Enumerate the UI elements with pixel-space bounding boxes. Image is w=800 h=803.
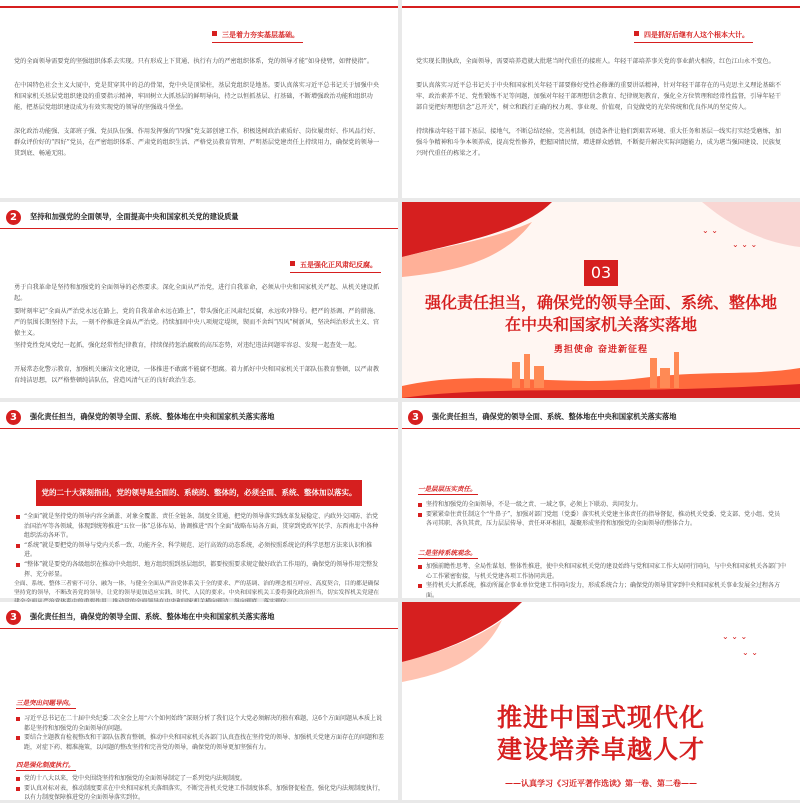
subsection-rule [16,708,76,709]
paragraph: 勇于自我革命是坚持和加强党的全面领导的必然要求。深化全面从严治党，进行自我革命，必须从中央和国家机关严起、从机关建设抓起。 [14,284,380,302]
bullet-list [416,562,786,600]
subsection-title: 三是突出问题导向。 [16,699,75,707]
slide-8 [402,602,800,800]
list-item: “系统”就是要把党的领导与党内关系一致、功能齐全、科学规范、运行高效的动态系统，必须按照系统论的科学思想方法来认识和推进。 [14,541,384,560]
slide-header [0,208,398,229]
slide-2 [402,0,800,198]
paragraph: 全面、系统、整体三者密不可分、融为一体，与健全全面从严治党体系关于全的要求、严的基调、治的理念相互呼应、高度契合，目的都是确保坚持党的领导，不断改善党的领导，让党的领导更加适应实践、时代、人民的要求。中央和国家机关工委将强化政治担当，切实发挥机关党建在 [14,581,380,596]
highlight-banner: 党的二十大深刻指出，党的领导是全面的、系统的、整体的，必须全面、系统、整体加以落实。 [36,480,362,506]
list-item: 加强前瞻性思考、全局性谋划、整体性推进，使中央和国家机关党的建设始终与党和国家工作大局同行同向，与中央和国家机关各部门中心工作紧密衔接，与机关党建各项工作协同共进。 [416,562,786,581]
section-motto: 勇担使命 奋进新征程 [553,345,649,355]
list-item: 习近平总书记在二十届中央纪委二次全会上用“六个如何始终”深刻分析了我们这个大党必须解决的独有难题，这6个方面问题从本质上说都是坚持和加强党的全面领导的问题。 [14,714,384,733]
dove-icon: ⌄ ⌄ ⌄ [722,632,748,641]
section-tag: 四是抓好后继有人这个根本大计。 [634,30,753,43]
list-item: 要紧紧牵住责任制这个“牛鼻子”，加强对部门党组（党委）落实机关党建主体责任的指导督促，推动机关党委、党支部、党小组、党员各司其职、各负其责，压力层层传导、责任环环相扣，凝聚形成坚持和加强党的全面领导的整体合力。 [416,510,786,529]
section-number: 03 [584,260,618,286]
top-rule [0,6,398,8]
top-rule [402,6,800,8]
slide-7 [0,602,398,800]
paragraph: 持续推动年轻干部下基层、接地气，不断总结经验，完善机制，创造条件让他们到艰苦环境、重大任务和基层一线实打实经受磨炼，加强斗争精神和斗争本领养成，提高党性修养，把握国情民情，增进群众感情，不断提升解决实际问题能力，成为堪当强国建设、民族复兴时代重任的栋梁之才。 [416,128,782,157]
paragraph: 在中国特色社会主义大厦中，党是贯穿其中的总的骨架，党中央是顶梁柱，基层党组织是地基。要认真落实习近平总书记关于加强中央和国家机关基层党组织建设的重要指示精神，牢固树立大抓基层的鲜明导向，持之以恒抓基层、打基础，不断增强政治功能和组织功能，把基层党组织建设成为有效实现党的领导的坚强战斗堡垒。 [14,82,380,111]
dove-icon: ⌄ ⌄ [702,226,718,235]
slide-title: 坚持和加强党的全面领导，全面提高中央和国家机关党的建设质量 [30,212,239,221]
list-item: 坚持机关大抓系统，推动所属企事业单位党建工作同向发力，形成系统合力；确保党的领导贯穿到中央和国家机关事业发展全过程各方面。 [416,581,786,600]
list-item: 党的十八大以来，党中央围绕坚持和加强党的全面领导制定了一系列党内法规制度。 [14,774,384,784]
subsection-title: 四是强化制度执行。 [16,761,75,769]
slide-3 [0,202,398,398]
subsection-title: 一是层层压实责任。 [418,485,477,493]
section-number: 2 [6,210,21,225]
slide-6 [402,402,800,598]
paragraph: 坚持党性党风党纪一起抓，强化经常性纪律教育，持续保持惩治腐败的高压态势，对违纪违法问题零容忍、发现一起查处一起。 [14,342,361,349]
dove-icon: ⌄ ⌄ ⌄ [732,240,758,249]
slide-header [402,408,800,429]
bullet-list [14,774,384,803]
cover-title-line: 推进中国式现代化 [496,703,705,732]
bullet-list [14,512,384,579]
cover-title-line: 建设培养卓越人才 [496,735,705,764]
slide-5 [0,402,398,598]
section-title: 强化责任担当，确保党的领导全面、系统、整体地在中央和国家机关落实落地 [424,293,777,334]
cover-title [412,702,790,766]
section-number: 3 [6,610,21,625]
list-item: 要认真对标对表，推动制度要求在中央和国家机关落细落实，不断完善机关党建工作制度体系，加强督促检查，强化党内法规制度执行，以有力制度保障推进党的全面领导落实到位。 [14,784,384,803]
slide-title: 强化责任担当，确保党的领导全面、系统、整体地在中央和国家机关落实落地 [432,412,677,421]
bullet-list [416,500,786,529]
paragraph: 要时刻牢记“全面从严治党永远在路上，党的自我革命永远在路上”，带头强化正风肃纪反腐，永远吹冲锋号。把严的基调、严的措施、严的氛围长期坚持下去，一刻不停推进全面从严治党。持续加固中央八项规定堤坝，锲而不舍纠“四风”树新风，坚决纠治形式主义、官僚主义。 [14,308,380,337]
section-tag: 三是着力夯实基层基础。 [212,30,303,43]
list-item: “全面”就是坚持党的领导内容全涵盖、对象全覆盖、责任全链条、制度全贯通，把党的领导落实到改革发展稳定、内政外交国防、治党治国治军等各领域，体现到统筹推进“五位一体”总体布局、协调推进“四个全面”战略布局各方面，贯穿到党政军民学、东西南北中各种组织活动各环节。 [14,512,384,541]
section-number: 3 [408,410,423,425]
paragraph: 党实现长期执政，全面领导，需要培养造就大批堪当时代重任的接班人。年轻干部培养事关党的事业薪火相传，红色江山永不变色。 [416,58,775,65]
paragraph: 党的全面领导需要党的坚强组织体系去实现。只有形成上下贯通、执行有力的严密组织体系，党的领导才能“如身使臂，如臂使指”。 [14,58,374,65]
list-item: “整体”就是要党的各级组织在推动中央组织、地方组织照到基层组织，都要按照要求规定做好政治工作用的，确保党的领导作用完整发挥、充分彰显。 [14,560,384,579]
slide-1 [0,0,398,198]
slide-header [0,408,398,429]
subsection-rule [16,770,76,771]
city-skyline [402,348,800,398]
cover-subtitle: ——认真学习《习近平著作选读》第一卷、第二卷—— [505,778,697,788]
slide-title: 强化责任担当，确保党的领导全面、系统、整体地在中央和国家机关落实落地 [30,612,275,621]
paragraph: 开展常态化警示教育，加强机关廉洁文化建设，一体推进不敢腐不能腐不想腐。着力抓好中央和国家机关干部队伍教育整顿，以严肃教育纯洁思想，以严格整顿纯洁队伍，营造风清气正的良好政治生态。 [14,366,380,384]
subsection-title: 二是坚持系统观念。 [418,549,477,557]
slide-header [0,608,398,629]
subsection-rule [418,558,478,559]
subsection-rule [418,494,478,495]
bullet-list [14,714,384,752]
section-number: 3 [6,410,21,425]
paragraph: 要认真落实习近平总书记关于中央和国家机关年轻干部要修好党性必修课的重要讲话精神，针对年轻干部存在的马克思主义理论基础不牢、政治素养不足、党性锻炼不足等问题，加强对年轻干部理想信念教育、纪律规矩教育，强化全方位管理和经常性监督，引导年轻干部自觉把好理想信念“总开关”，树立和践行正确的权力观、事业观、价值观，自觉做党的光荣传统和优良作风的坚定传人。 [416,82,782,111]
list-item: 坚持和加强党的全面领导，不是一级之责、一域之事，必须上下联动、共同发力。 [416,500,786,510]
section-tag: 五是强化正风肃纪反腐。 [290,260,381,273]
paragraph: 深化政治功能强、支部班子强、党员队伍强、作用发挥强的“四强”党支部创建工作，积极选树政治素质好、岗位履责好、作风品行好、群众评价好的“四好”党员，在严密组织体系、严肃党的组织生活、严格党员教育管理、严明基层党建责任上持续用力，确保党的领导一贯到底、畅通无阻。 [14,128,380,157]
list-item: 要结合主题教育检视整改和干部队伍教育整顿，推动中央和国家机关各部门认真查找在坚持党的领导、加强机关党建方面存在的问题和差距，对症下药、精准施策，以问题的整改坚持和完善党的领导，确保党的领导更加坚强有力。 [14,733,384,752]
slide-4 [402,202,800,398]
slide-title: 强化责任担当，确保党的领导全面、系统、整体地在中央和国家机关落实落地 [30,412,275,421]
dove-icon: ⌄ ⌄ [742,648,758,657]
